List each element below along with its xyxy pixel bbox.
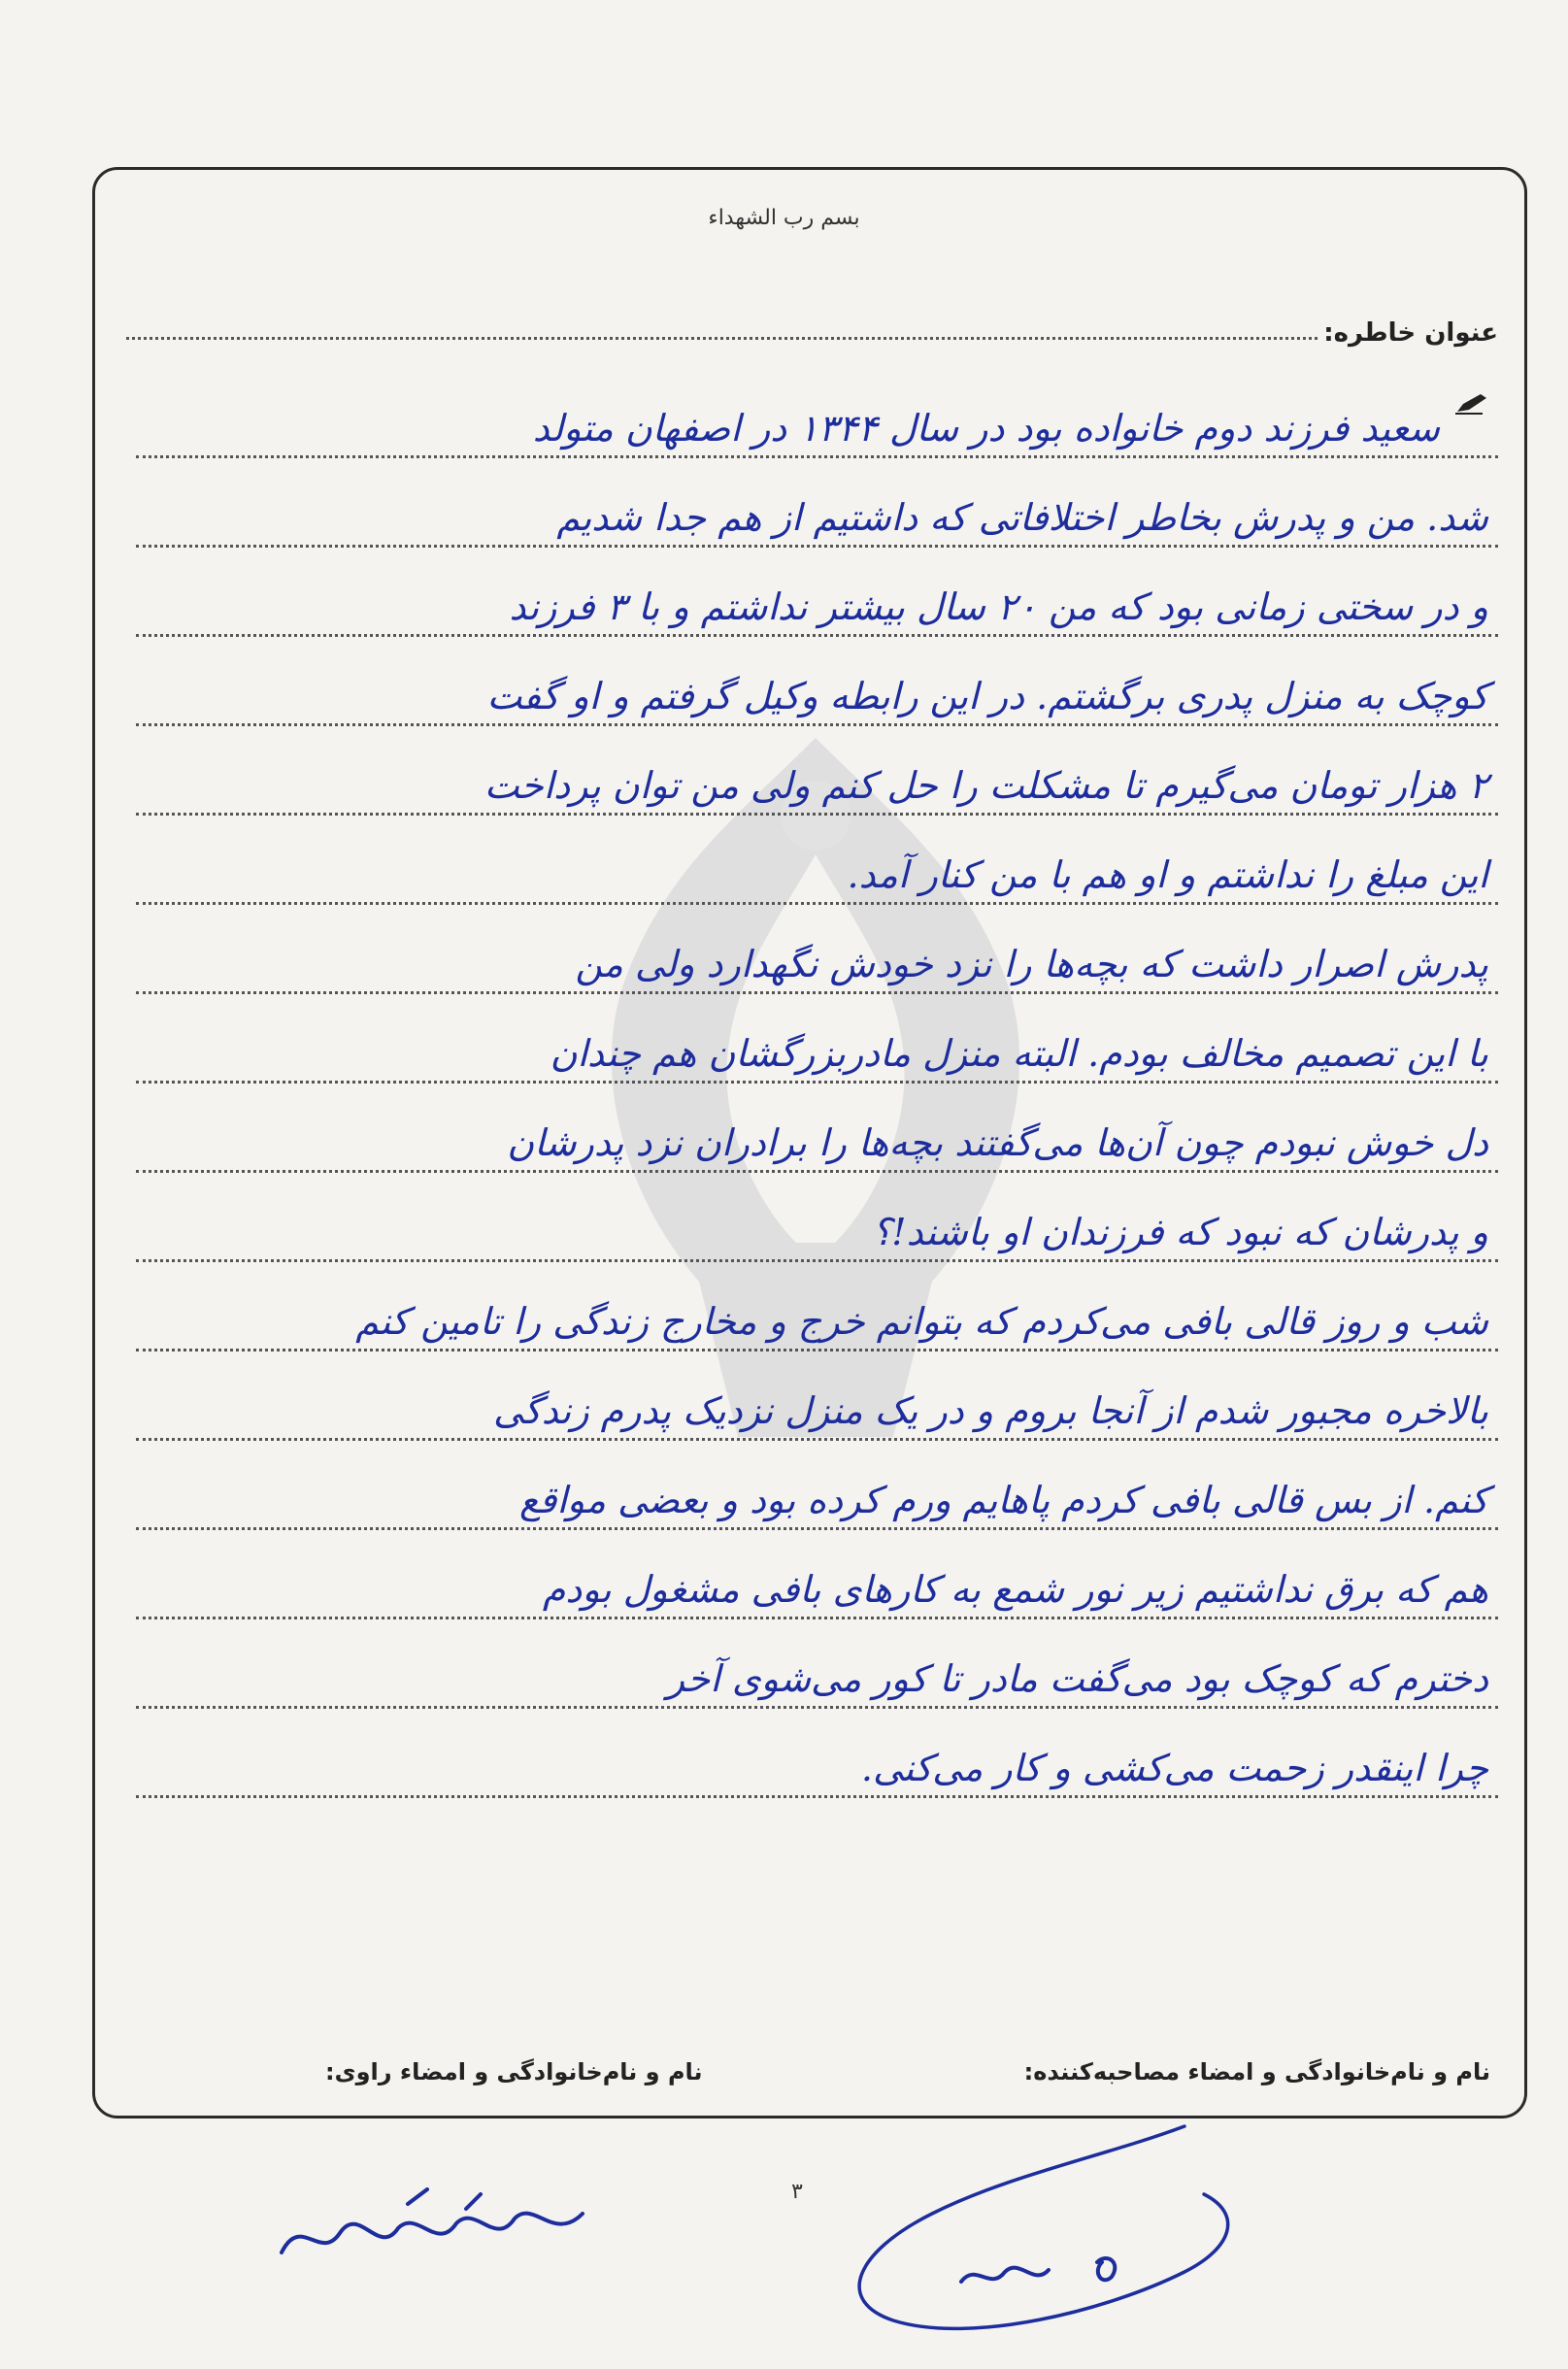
memory-line	[136, 1709, 1498, 1798]
memory-line-text: با این تصمیم مخالف بودم. البته منزل مادربزرگشان هم چندان	[550, 1032, 1488, 1076]
memory-line-text: بالاخره مجبور شدم از آنجا بروم و در یک منزل نزدیک پدرم زندگی	[492, 1389, 1488, 1433]
pencil-icon	[1453, 390, 1490, 416]
memory-line	[136, 458, 1498, 548]
page-title: بسم رب الشهداء	[708, 206, 860, 230]
memory-text-area[interactable]	[136, 369, 1498, 1798]
memory-line-text: شب و روز قالی بافی می‌کردم که بتوانم خرج و مخارج زندگی را تامین کنم	[355, 1300, 1488, 1344]
memory-line	[136, 1441, 1498, 1530]
signature-row	[117, 2058, 1490, 2097]
memory-line-text: ۲ هزار تومان می‌گیرم تا مشکلت را حل کنم ولی من توان پرداخت	[484, 764, 1488, 808]
memory-line-text: و در سختی زمانی بود که من ۲۰ سال بیشتر نداشتم و با ۳ فرزند	[509, 585, 1488, 629]
memory-line	[136, 816, 1498, 905]
memory-title-row	[126, 309, 1498, 348]
memory-line	[136, 1530, 1498, 1619]
interviewer-signature-icon	[816, 2117, 1262, 2340]
memory-line	[136, 1351, 1498, 1441]
memory-line-text: چرا اینقدر زحمت می‌کشی و کار می‌کنی.	[860, 1747, 1488, 1790]
memory-line-text: سعید فرزند دوم خانواده بود در سال ۱۳۴۴ در اصفهان متولد	[532, 407, 1440, 450]
memory-line	[136, 1262, 1498, 1351]
memory-line	[136, 1173, 1498, 1262]
memory-line-text: کنم. از بس قالی بافی کردم پاهایم ورم کرده بود و بعضی مواقع	[518, 1479, 1488, 1522]
page-number: ۳	[791, 2180, 803, 2204]
memory-line	[136, 548, 1498, 637]
memory-line-text: دل خوش نبودم چون آن‌ها می‌گفتند بچه‌ها را برادران نزد پدرشان	[507, 1121, 1488, 1165]
memory-line-text: و پدرشان که نبود که فرزندان او باشند!؟	[872, 1211, 1488, 1254]
memory-line	[136, 637, 1498, 726]
memory-line-text: این مبلغ را نداشتم و او هم با من کنار آمد.	[847, 853, 1488, 897]
memory-line	[136, 994, 1498, 1084]
memory-line-text: پدرش اصرار داشت که بچه‌ها را نزد خودش نگهدارد ولی من	[575, 943, 1488, 986]
narrator-signature-label: نام و نام‌خانوادگی و امضاء راوی:	[325, 2058, 703, 2085]
memory-line	[136, 1619, 1498, 1709]
memory-title-label: عنوان خاطره:	[1323, 318, 1498, 348]
memory-line	[136, 726, 1498, 816]
memory-line	[136, 1084, 1498, 1173]
memory-line-text: کوچک به منزل پدری برگشتم. در این رابطه وکیل گرفتم و او گفت	[486, 675, 1488, 718]
interviewer-signature-label: نام و نام‌خانوادگی و امضاء مصاحبه‌کننده:	[1023, 2058, 1490, 2085]
memory-title-field[interactable]	[126, 333, 1318, 340]
narrator-signature-icon	[272, 2175, 602, 2282]
memory-line-text: شد. من و پدرش بخاطر اختلافاتی که داشتیم از هم جدا شدیم	[556, 496, 1488, 540]
memory-line-text: هم که برق نداشتیم زیر نور شمع به کارهای بافی مشغول بودم	[542, 1568, 1488, 1612]
memory-line	[136, 369, 1498, 458]
memory-line	[136, 905, 1498, 994]
memory-line-text: دخترم که کوچک بود می‌گفت مادر تا کور می‌شوی آخر	[666, 1657, 1488, 1701]
